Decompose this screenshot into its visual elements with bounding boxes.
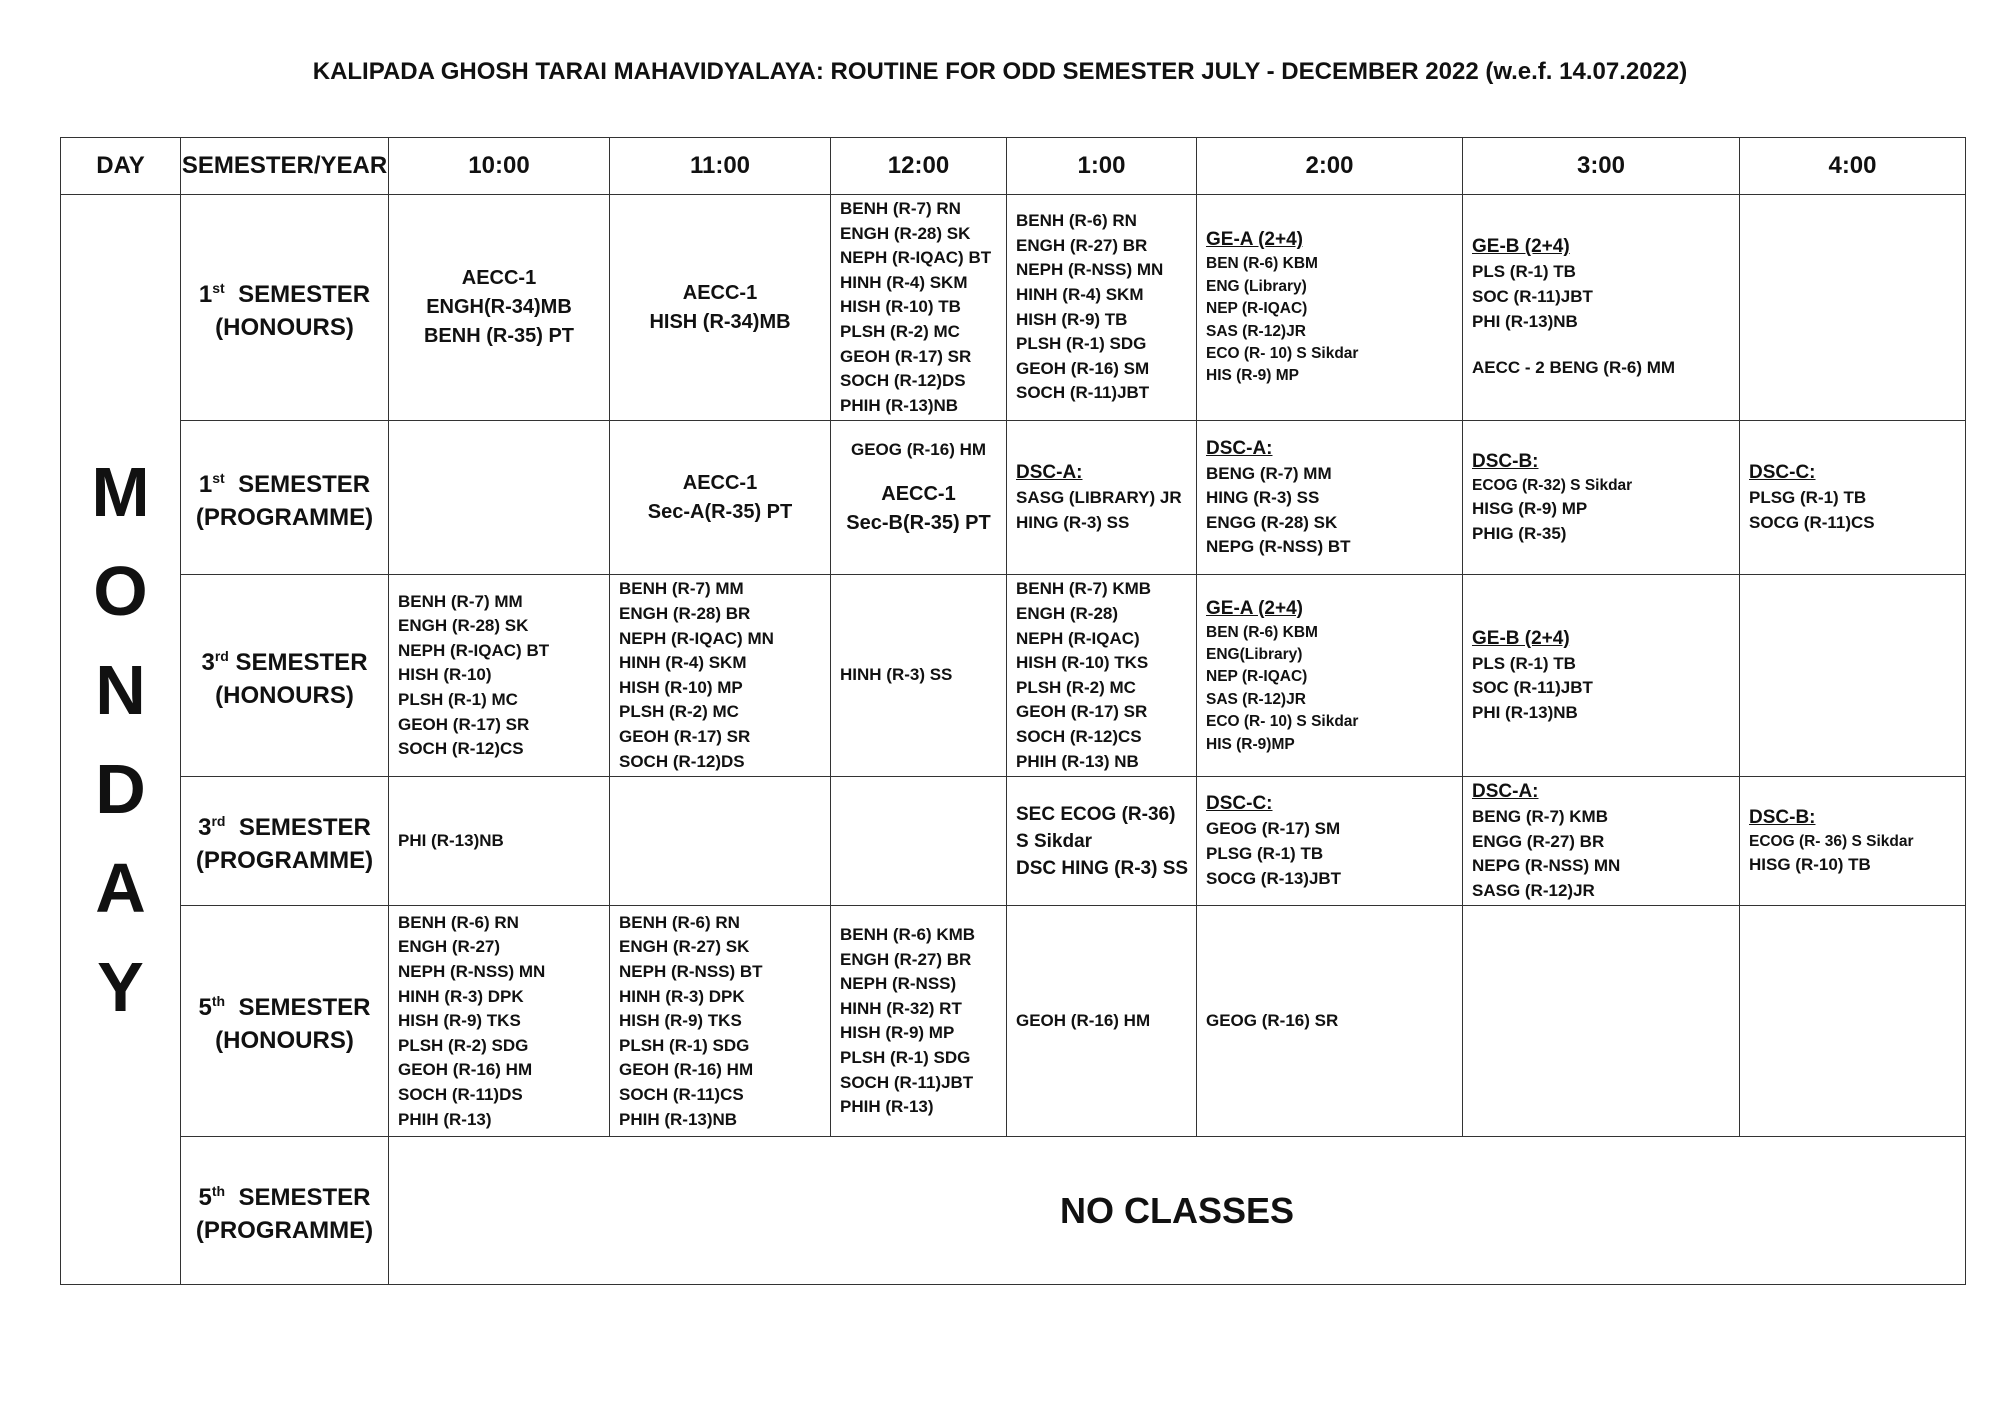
no-classes-cell: NO CLASSES bbox=[389, 1137, 1966, 1285]
header-time: 12:00 bbox=[831, 138, 1007, 195]
row-sem3-programme bbox=[61, 777, 1966, 906]
slot-1100: AECC-1 HISH (R-34)MB bbox=[610, 195, 831, 421]
day-letter: N bbox=[95, 650, 146, 729]
slot-1200 bbox=[831, 777, 1007, 906]
slot-400: DSC-B: ECOG (R- 36) S Sikdar HISG (R-10) TB bbox=[1740, 777, 1966, 906]
slot-200: GE-A (2+4) BEN (R-6) KBM ENG(Library) NEP (R-IQAC) SAS (R-12)JR ECO (R- 10) S Sikdar HIS (R-9)MP bbox=[1197, 575, 1463, 777]
slot-300: GE-B (2+4) PLS (R-1) TB SOC (R-11)JBT PHI (R-13)NB AECC - 2 BENG (R-6) MM bbox=[1463, 195, 1740, 421]
slot-200: DSC-A: BENG (R-7) MM HING (R-3) SS ENGG (R-28) SK NEPG (R-NSS) BT bbox=[1197, 421, 1463, 575]
slot-1000 bbox=[389, 421, 610, 575]
slot-200: GE-A (2+4) BEN (R-6) KBM ENG (Library) NEP (R-IQAC) SAS (R-12)JR ECO (R- 10) S Sikdar HIS (R-9) MP bbox=[1197, 195, 1463, 421]
slot-300: GE-B (2+4) PLS (R-1) TB SOC (R-11)JBT PHI (R-13)NB bbox=[1463, 575, 1740, 777]
semester-label: 1st SEMESTER (HONOURS) bbox=[181, 195, 389, 421]
day-letter: A bbox=[95, 848, 146, 927]
header-time: 4:00 bbox=[1740, 138, 1966, 195]
day-letter: D bbox=[95, 749, 146, 828]
semester-label: 5th SEMESTER (PROGRAMME) bbox=[181, 1137, 389, 1285]
slot-200: GEOG (R-16) SR bbox=[1197, 906, 1463, 1137]
row-sem5-programme bbox=[61, 1137, 1966, 1285]
slot-100: BENH (R-6) RN ENGH (R-27) BR NEPH (R-NSS) MN HINH (R-4) SKM HISH (R-9) TB PLSH (R-1) SDG GEOH (R-16) SM SOCH (R-11)JBT bbox=[1007, 195, 1197, 421]
slot-400: DSC-C: PLSG (R-1) TB SOCG (R-11)CS bbox=[1740, 421, 1966, 575]
slot-1100: BENH (R-7) MM ENGH (R-28) BR NEPH (R-IQAC) MN HINH (R-4) SKM HISH (R-10) MP PLSH (R-2) MC GEOH (R-17) SR SOCH (R-12)DS bbox=[610, 575, 831, 777]
slot-1200: BENH (R-7) RN ENGH (R-28) SK NEPH (R-IQAC) BT HINH (R-4) SKM HISH (R-10) TB PLSH (R-2) MC GEOH (R-17) SR SOCH (R-12)DS PHIH (R-13)NB bbox=[831, 195, 1007, 421]
day-cell bbox=[61, 195, 181, 1285]
header-row bbox=[61, 138, 1966, 195]
slot-1100: AECC-1 Sec-A(R-35) PT bbox=[610, 421, 831, 575]
slot-400 bbox=[1740, 575, 1966, 777]
routine-table bbox=[60, 137, 1966, 1285]
slot-1000: BENH (R-6) RN ENGH (R-27) NEPH (R-NSS) MN HINH (R-3) DPK HISH (R-9) TKS PLSH (R-2) SDG GEOH (R-16) HM SOCH (R-11)DS PHIH (R-13) bbox=[389, 906, 610, 1137]
slot-300: DSC-A: BENG (R-7) KMB ENGG (R-27) BR NEPG (R-NSS) MN SASG (R-12)JR bbox=[1463, 777, 1740, 906]
slot-300: DSC-B: ECOG (R-32) S Sikdar HISG (R-9) MP PHIG (R-35) bbox=[1463, 421, 1740, 575]
semester-label: 1st SEMESTER (PROGRAMME) bbox=[181, 421, 389, 575]
slot-1100: BENH (R-6) RN ENGH (R-27) SK NEPH (R-NSS) BT HINH (R-3) DPK HISH (R-9) TKS PLSH (R-1) SDG GEOH (R-16) HM SOCH (R-11)CS PHIH (R-13)NB bbox=[610, 906, 831, 1137]
header-time: 11:00 bbox=[610, 138, 831, 195]
slot-300 bbox=[1463, 906, 1740, 1137]
slot-1200: GEOG (R-16) HM AECC-1 Sec-B(R-35) PT bbox=[831, 421, 1007, 575]
header-time: 2:00 bbox=[1197, 138, 1463, 195]
header-time: 10:00 bbox=[389, 138, 610, 195]
semester-label: 3rd SEMESTER (PROGRAMME) bbox=[181, 777, 389, 906]
page-title: KALIPADA GHOSH TARAI MAHAVIDYALAYA: ROUTINE FOR ODD SEMESTER JULY - DECEMBER 2022 (w.e.f. 14.07.2022) bbox=[312, 58, 1688, 85]
slot-1200: HINH (R-3) SS bbox=[831, 575, 1007, 777]
header-semester: SEMESTER/YEAR bbox=[181, 138, 389, 195]
header-time: 1:00 bbox=[1007, 138, 1197, 195]
slot-200: DSC-C: GEOG (R-17) SM PLSG (R-1) TB SOCG (R-13)JBT bbox=[1197, 777, 1463, 906]
semester-label: 3rd SEMESTER (HONOURS) bbox=[181, 575, 389, 777]
header-day: DAY bbox=[61, 138, 181, 195]
slot-1000: BENH (R-7) MM ENGH (R-28) SK NEPH (R-IQAC) BT HISH (R-10) PLSH (R-1) MC GEOH (R-17) SR SOCH (R-12)CS bbox=[389, 575, 610, 777]
row-sem5-honours bbox=[61, 906, 1966, 1137]
semester-label: 5th SEMESTER (HONOURS) bbox=[181, 906, 389, 1137]
slot-100: DSC-A: SASG (LIBRARY) JR HING (R-3) SS bbox=[1007, 421, 1197, 575]
slot-400 bbox=[1740, 906, 1966, 1137]
slot-1100 bbox=[610, 777, 831, 906]
slot-100: BENH (R-7) KMB ENGH (R-28) NEPH (R-IQAC) HISH (R-10) TKS PLSH (R-2) MC GEOH (R-17) SR SOCH (R-12)CS PHIH (R-13) NB bbox=[1007, 575, 1197, 777]
slot-1200: BENH (R-6) KMB ENGH (R-27) BR NEPH (R-NSS) HINH (R-32) RT HISH (R-9) MP PLSH (R-1) SDG SOCH (R-11)JBT PHIH (R-13) bbox=[831, 906, 1007, 1137]
slot-1000: PHI (R-13)NB bbox=[389, 777, 610, 906]
slot-1000: AECC-1 ENGH(R-34)MB BENH (R-35) PT bbox=[389, 195, 610, 421]
day-letter: M bbox=[91, 452, 150, 531]
header-time: 3:00 bbox=[1463, 138, 1740, 195]
slot-100: SEC ECOG (R-36) S Sikdar DSC HING (R-3) SS bbox=[1007, 777, 1197, 906]
slot-400 bbox=[1740, 195, 1966, 421]
day-letter: O bbox=[93, 551, 148, 630]
row-sem1-programme bbox=[61, 421, 1966, 575]
row-sem1-honours bbox=[61, 195, 1966, 421]
day-letter: Y bbox=[97, 947, 144, 1026]
row-sem3-honours bbox=[61, 575, 1966, 777]
slot-100: GEOH (R-16) HM bbox=[1007, 906, 1197, 1137]
